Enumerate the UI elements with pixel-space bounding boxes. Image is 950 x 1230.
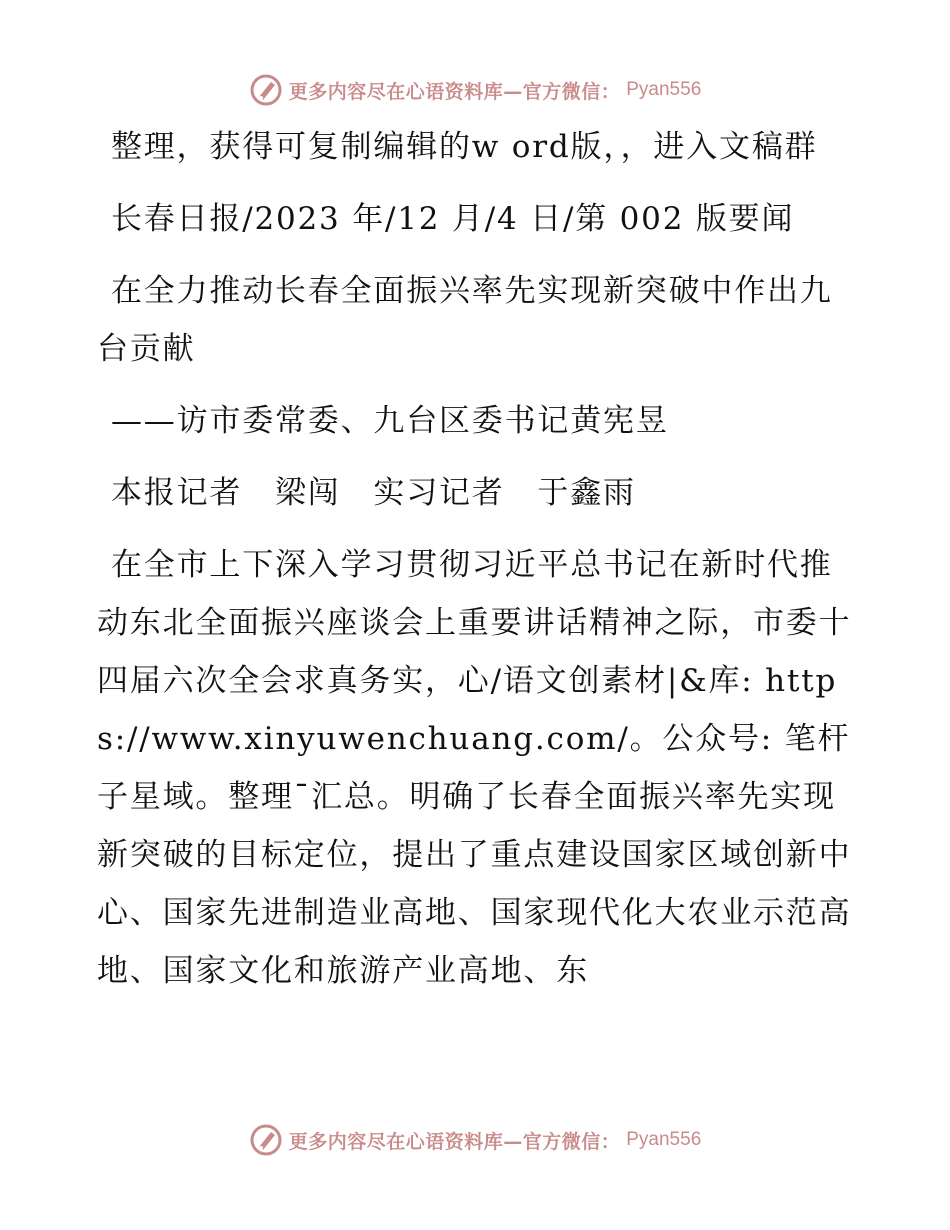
pen-seal-icon	[249, 73, 283, 107]
footer-watermark	[0, 1120, 950, 1160]
publication-line: 长春日报/2023 年/12 月/4 日/第 002 版要闻	[111, 201, 795, 237]
watermark-handle: Pyan556	[626, 1129, 702, 1150]
byline: 本报记者 梁闯 实习记者 于鑫雨	[111, 475, 636, 511]
article-title: 在全力推动长春全面振兴率先实现新突破中作出九台贡献	[97, 273, 833, 367]
pen-seal-icon	[249, 1123, 283, 1157]
intro-line: 整理，获得可复制编辑的w ord版，，进入文稿群	[111, 129, 818, 165]
watermark-handle: Pyan556	[626, 79, 702, 100]
document-body	[97, 118, 857, 1014]
article-subtitle: ——访市委常委、九台区委书记黄宪昱	[111, 403, 669, 439]
watermark-text: 更多内容尽在心语资料库—官方微信：	[288, 1130, 621, 1153]
header-watermark	[0, 70, 950, 110]
watermark-text: 更多内容尽在心语资料库—官方微信：	[288, 80, 621, 103]
body-paragraph: 在全市上下深入学习贯彻习近平总书记在新时代推动东北全面振兴座谈会上重要讲话精神之际，市委十四届六次全会求真务实，心/语文创素材|&库: https://www.xinyuwenchuang.com/。公众号: 笔杆子星域。整理¯汇总。明确了长春全面振兴率先实现新突破的目标定位，提出了重点建设国家区域创新中心、国家先进制造业高地、国家现代化大农业示范高地、国家文化和旅游产业高地、东	[97, 547, 852, 989]
